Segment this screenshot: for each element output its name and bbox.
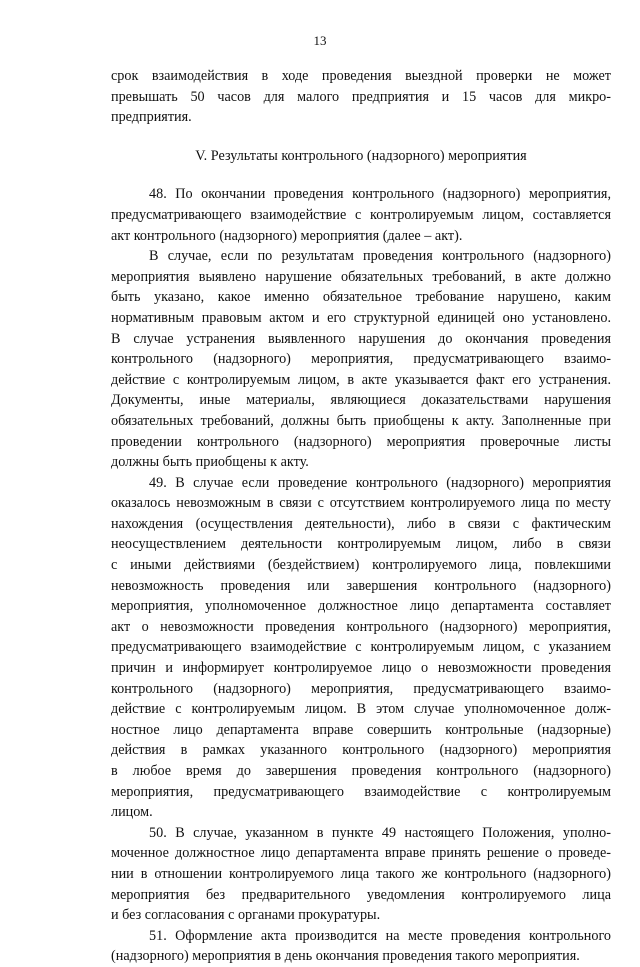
text-line: предприятия. <box>111 109 192 126</box>
text-line: нахождения (осуществления деятельности), либо в связи с фактическим <box>111 515 611 532</box>
paragraph-49 <box>111 473 611 823</box>
text-line: в любое время до завершения проведения контрольного (надзорного) <box>111 763 611 779</box>
text-line: обязательных требований, должны быть приобщены к акту. Заполненные при <box>111 412 611 429</box>
page-number: 13 <box>313 33 327 48</box>
paragraph-48-violations <box>111 246 611 473</box>
text-line: срок взаимодействия в ходе проведения выездной проверки не может <box>111 68 611 84</box>
text-line: контрольного (надзорного) мероприятия, предусматривающего взаимо- <box>111 351 611 368</box>
text-line: В случае, если по результатам проведения контрольного (надзорного) <box>149 248 611 265</box>
text-line: мероприятия, уполномоченное должностное лицо департамента составляет <box>111 598 611 615</box>
text-line: должны быть приобщены к акту. <box>111 454 309 471</box>
text-line: 49. В случае если проведение контрольного (надзорного) мероприятия <box>149 474 611 491</box>
text-line: проведении контрольного (надзорного) мероприятия проверочные листы <box>111 433 611 450</box>
text-line: действия в рамках указанного контрольного (надзорного) мероприятия <box>111 742 611 759</box>
section-heading: V. Результаты контрольного (надзорного) мероприятия <box>195 147 527 164</box>
text-line: предусматривающего взаимодействие с контролируемым лицом, составляется <box>111 206 611 223</box>
paragraph-48 <box>111 184 611 246</box>
text-line: неосуществлением деятельности контролируемым лицом, либо в связи <box>111 536 611 553</box>
text-line: действие с контролируемым лицом. В этом случае уполномоченное долж- <box>111 701 611 718</box>
text-line: Документы, иные материалы, являющиеся доказательствами нарушения <box>111 392 611 409</box>
text-line: лицом. <box>111 804 153 821</box>
text-line: моченное должностное лицо департамента вправе принять решение о проведе- <box>111 845 611 862</box>
text-line: с иными действиями (бездействием) контролируемого лица, повлекшими <box>111 557 611 574</box>
paragraph-51 <box>111 926 611 967</box>
text-line: причин и информирует контролируемое лицо о невозможности проведения <box>111 660 611 677</box>
text-line: 48. По окончании проведения контрольного (надзорного) мероприятия, <box>149 186 611 203</box>
text-line: нии в отношении контролируемого лица такого же контрольного (надзорного) <box>111 865 611 882</box>
text-line: ностное лицо департамента вправе совершить контрольные (надзорные) <box>111 721 611 738</box>
text-line: действие с контролируемым лицом, в акте указывается факт его устранения. <box>111 371 611 388</box>
text-line: предусматривающего взаимодействие с контролируемым лицом, с указанием <box>111 639 611 656</box>
text-line: быть указано, какое именно обязательное требование нарушено, каким <box>111 289 611 306</box>
text-line: превышать 50 часов для малого предприятия и 15 часов для микро- <box>111 88 611 105</box>
text-line: мероприятия, предусматривающего взаимодействие с контролируемым <box>111 783 611 800</box>
text-line: 50. В случае, указанном в пункте 49 настоящего Положения, уполно- <box>149 824 611 841</box>
paragraph-50 <box>111 823 611 926</box>
text-line: (надзорного) мероприятия в день окончания проведения такого мероприятия. <box>111 948 580 965</box>
text-line: мероприятия выявлено нарушение обязательных требований, в акте должно <box>111 268 611 285</box>
text-line: контрольного (надзорного) мероприятия, предусматривающего взаимо- <box>111 680 611 697</box>
text-line: невозможность проведения или завершения контрольного (надзорного) <box>111 577 611 594</box>
text-line: оказалось невозможным в связи с отсутствием контролируемого лица по месту <box>111 495 611 512</box>
text-line: 51. Оформление акта производится на месте проведения контрольного <box>149 927 611 944</box>
document-body <box>111 66 611 967</box>
text-line: нормативным правовым актом и его структурной единицей оно установлено. <box>111 309 611 326</box>
text-line: акт контрольного (надзорного) мероприятия (далее – акт). <box>111 227 463 244</box>
text-line: акт о невозможности проведения контрольного (надзорного) мероприятия, <box>111 618 611 635</box>
intro-paragraph <box>111 66 611 128</box>
text-line: и без согласования с органами прокуратуры. <box>111 907 381 924</box>
text-line: мероприятия без предварительного уведомления контролируемого лица <box>111 886 611 903</box>
text-line: В случае устранения выявленного нарушения до окончания проведения <box>111 330 611 347</box>
